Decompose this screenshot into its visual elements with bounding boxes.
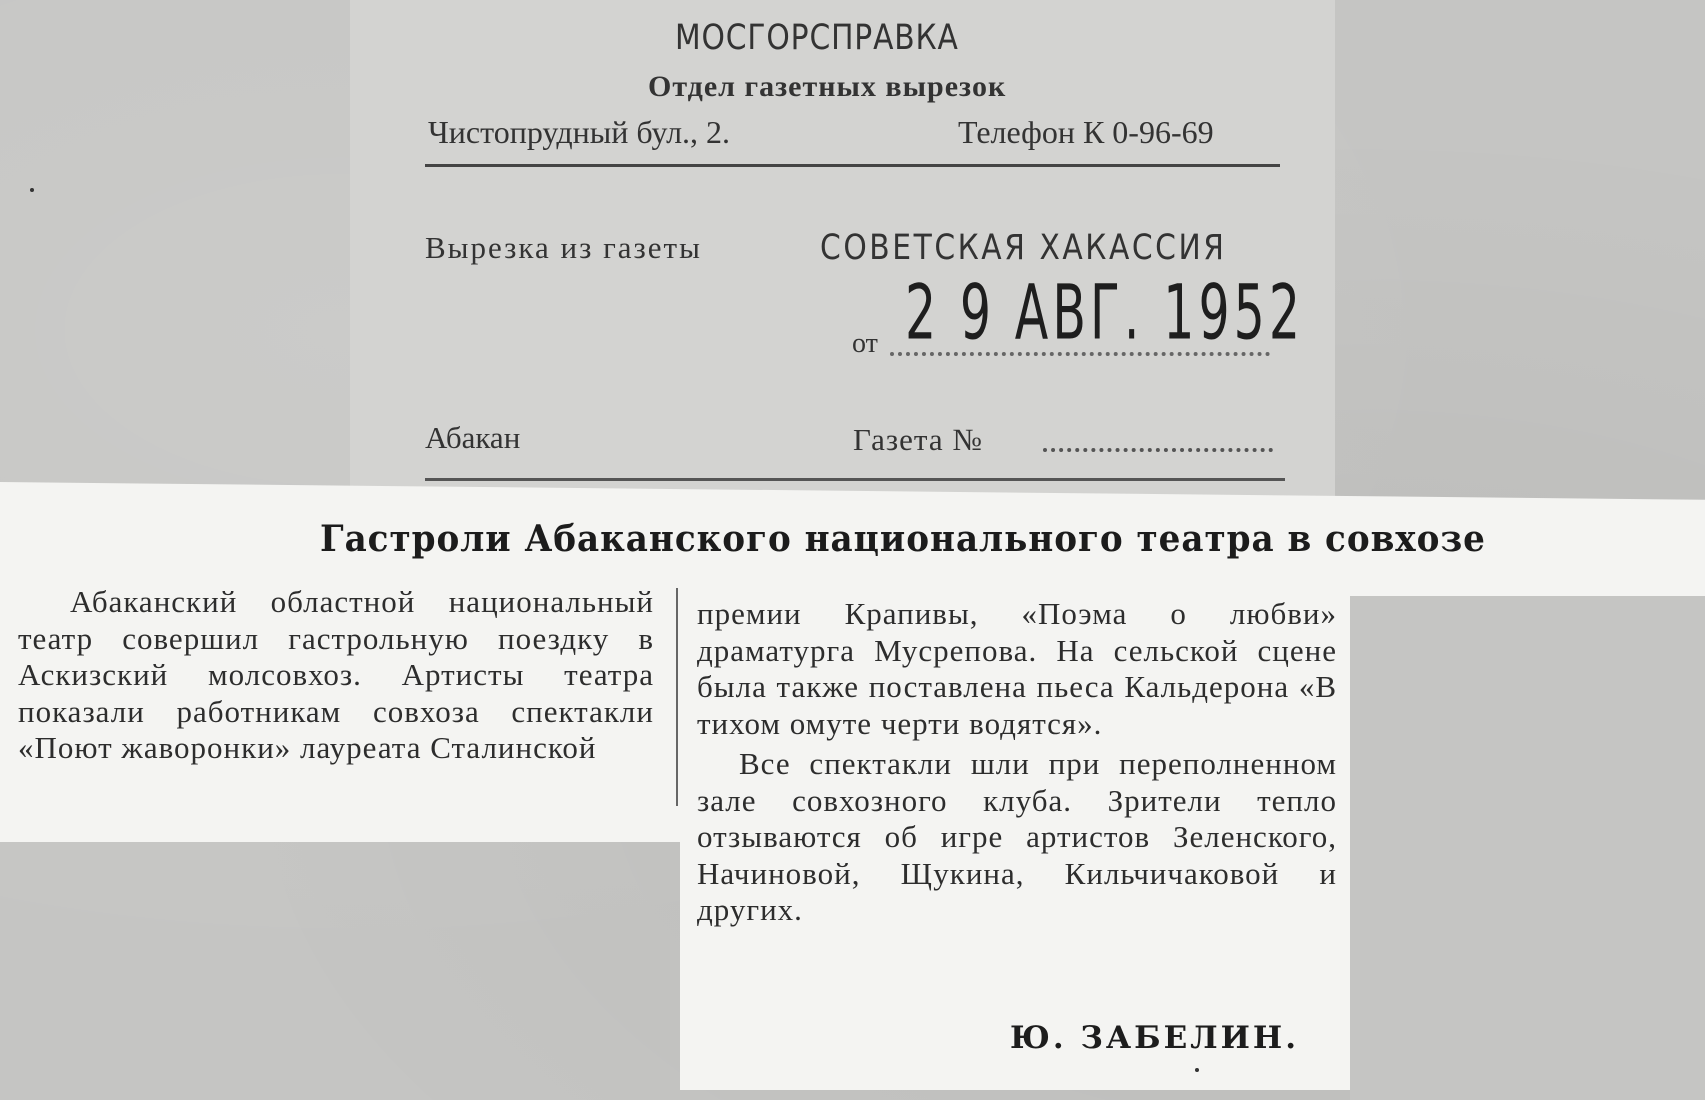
column-divider xyxy=(676,588,678,806)
phone-number: Телефон К 0-96-69 xyxy=(958,114,1214,150)
issue-dotted-line xyxy=(1043,448,1273,452)
organization-name: МОСГОРСПРАВКА xyxy=(675,18,959,58)
article-paragraph: Все спектакли шли при переполненном зале совхозного клуба. Зрители тепло отзываются об игре артистов Зеленского, Начиновой, Щукина, Кильчичаковой и других. xyxy=(697,746,1337,927)
date-stamp: 2 9 АВГ. 1952 xyxy=(905,268,1305,357)
cut-from-label: Вырезка из газеты xyxy=(425,230,702,265)
clipping-service-form xyxy=(350,0,1335,500)
article-headline: Гастроли Абаканского национального театра в совхозе xyxy=(320,518,1486,560)
article-column-right xyxy=(697,596,1337,929)
article-paragraph: премии Крапивы, «Поэма о любви» драматурга Мусрепова. На сельской сцене была также поставлена пьеса Кальдерона «В тихом омуте черти водятся». xyxy=(697,596,1337,741)
city-name: Абакан xyxy=(425,420,521,455)
newspaper-name: СОВЕТСКАЯ ХАКАССИЯ xyxy=(820,228,1227,268)
header-divider xyxy=(425,164,1280,167)
article-author: Ю. ЗАБЕЛИН. xyxy=(1010,1020,1299,1056)
footer-divider xyxy=(425,478,1285,481)
department-name: Отдел газетных вырезок xyxy=(648,70,1007,103)
dust-speck xyxy=(30,188,34,192)
background-gap xyxy=(1350,596,1705,1100)
issue-number-label: Газета № xyxy=(853,422,983,457)
article-paragraph: Абаканский областной национальный театр совершил гастрольную поездку в Аскизский молсовхоз. Артисты театра показали работникам совхоза спектакли «Поют жаворонки» лауреата Сталинской xyxy=(18,584,654,765)
article-column-left xyxy=(18,584,654,767)
date-prefix: от xyxy=(852,328,878,359)
address: Чистопрудный бул., 2. xyxy=(428,114,731,150)
dust-speck xyxy=(1195,1068,1199,1072)
